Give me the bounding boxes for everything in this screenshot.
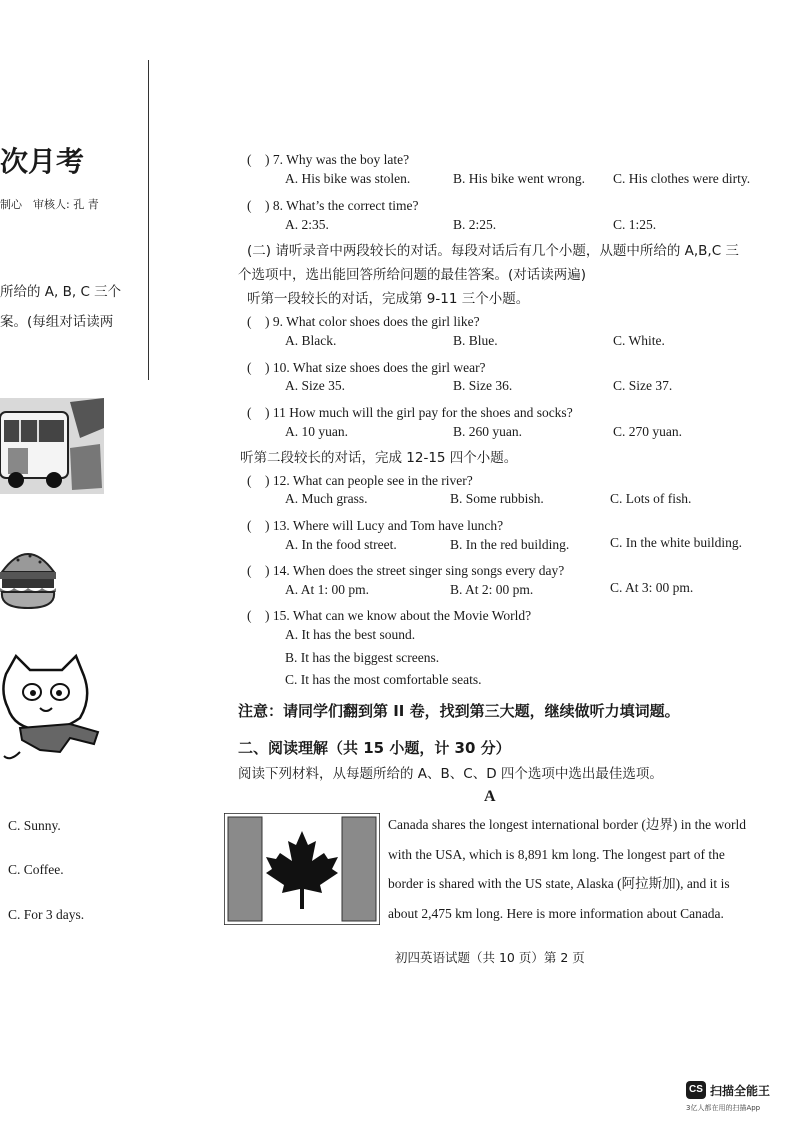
question-12-option-c: C. Lots of fish. bbox=[610, 491, 692, 506]
left-option-2: C. Coffee. bbox=[8, 862, 64, 877]
question-15-option-c: C. It has the most comfortable seats. bbox=[285, 672, 482, 687]
question-9-option-c: C. White. bbox=[613, 333, 665, 348]
left-title-fragment: 次月考 bbox=[0, 145, 85, 178]
dialogue1-intro: 听第一段较长的对话，完成第 9-11 三个小题。 bbox=[247, 291, 530, 307]
question-11-stem: ( ) 11 How much will the girl pay for the shoes and socks? bbox=[247, 405, 573, 420]
canada-flag-image bbox=[224, 813, 380, 925]
section2-instruction: 阅读下列材料，从每题所给的 A、B、C、D 四个选项中选出最佳选项。 bbox=[238, 766, 663, 782]
question-7-option-c: C. His clothes were dirty. bbox=[613, 171, 751, 186]
scanner-tagline: 3亿人都在用的扫描App bbox=[686, 1104, 761, 1112]
question-12-stem: ( ) 12. What can people see in the river? bbox=[247, 473, 473, 488]
fold-line bbox=[148, 60, 149, 380]
question-14-option-a: A. At 1: 00 pm. bbox=[285, 582, 370, 597]
question-8-option-a: A. 2:35. bbox=[285, 217, 329, 232]
question-14-option-b: B. At 2: 00 pm. bbox=[450, 582, 534, 597]
question-15-option-a: A. It has the best sound. bbox=[285, 627, 416, 642]
question-10-option-b: B. Size 36. bbox=[453, 378, 513, 393]
question-7-stem: ( ) 7. Why was the boy late? bbox=[247, 152, 410, 167]
hamburger-icon bbox=[0, 542, 56, 614]
question-13-option-c: C. In the white building. bbox=[610, 535, 742, 550]
question-11-option-b: B. 260 yuan. bbox=[453, 424, 522, 439]
question-8-option-c: C. 1:25. bbox=[613, 217, 657, 232]
question-12-option-a: A. Much grass. bbox=[285, 491, 368, 506]
passage-label: A bbox=[484, 788, 496, 805]
section2-title: 二、阅读理解（共 15 小题，计 30 分） bbox=[238, 739, 511, 757]
question-8-stem: ( ) 8. What’s the correct time? bbox=[247, 198, 419, 213]
question-12-option-b: B. Some rubbish. bbox=[450, 491, 544, 506]
notice: 注意：请同学们翻到第 II 卷，找到第三大题，继续做听力填词题。 bbox=[238, 702, 680, 720]
question-7-option-b: B. His bike went wrong. bbox=[453, 171, 585, 186]
question-13-option-a: A. In the food street. bbox=[285, 537, 397, 552]
question-10-stem: ( ) 10. What size shoes does the girl wear? bbox=[247, 360, 486, 375]
question-10-option-a: A. Size 35. bbox=[285, 378, 345, 393]
left-instruction-line2: 案。(每组对话读两 bbox=[0, 314, 114, 330]
left-meta-fragment: 制心 审核人: 孔 青 bbox=[0, 198, 99, 211]
scanner-logo: CS bbox=[686, 1081, 706, 1099]
question-9-option-b: B. Blue. bbox=[453, 333, 498, 348]
question-13-stem: ( ) 13. Where will Lucy and Tom have lunch? bbox=[247, 518, 504, 533]
bus-icon bbox=[0, 398, 104, 494]
question-9-option-a: A. Black. bbox=[285, 333, 337, 348]
question-8-option-b: B. 2:25. bbox=[453, 217, 497, 232]
question-15-option-b: B. It has the biggest screens. bbox=[285, 650, 440, 665]
question-15-stem: ( ) 15. What can we know about the Movie World? bbox=[247, 608, 532, 623]
question-7-option-a: A. His bike was stolen. bbox=[285, 171, 411, 186]
left-instruction-line1: 所给的 A, B, C 三个 bbox=[0, 284, 122, 300]
question-14-option-c: C. At 3: 00 pm. bbox=[610, 580, 694, 595]
page-footer: 初四英语试题（共 10 页）第 2 页 bbox=[395, 950, 585, 965]
part2-heading-line1: (二) 请听录音中两段较长的对话。每段对话后有几个小题，从题中所给的 A,B,C 三 bbox=[247, 243, 739, 259]
dialogue2-intro: 听第二段较长的对话，完成 12-15 四个小题。 bbox=[240, 450, 518, 466]
passage-text: Canada shares the longest international border (边界) in the world with the USA, which is 8,891 km long. The longest part of the border is shared with the US state, Alaska (阿拉斯加), and it is about 2,475 km long. Here is more information about Canada. bbox=[388, 817, 747, 921]
part2-heading-line2: 个选项中，选出能回答所给问题的最佳答案。(对话读两遍) bbox=[238, 267, 587, 283]
question-13-option-b: B. In the red building. bbox=[450, 537, 570, 552]
question-9-stem: ( ) 9. What color shoes does the girl like? bbox=[247, 314, 480, 329]
question-14-stem: ( ) 14. When does the street singer sing songs every day? bbox=[247, 563, 565, 578]
question-11-option-a: A. 10 yuan. bbox=[285, 424, 348, 439]
left-option-3: C. For 3 days. bbox=[8, 907, 85, 922]
question-11-option-c: C. 270 yuan. bbox=[613, 424, 682, 439]
question-10-option-c: C. Size 37. bbox=[613, 378, 673, 393]
scanner-app-name: 扫描全能王 bbox=[710, 1084, 771, 1098]
left-option-1: C. Sunny. bbox=[8, 818, 61, 833]
cat-icon bbox=[0, 652, 100, 772]
